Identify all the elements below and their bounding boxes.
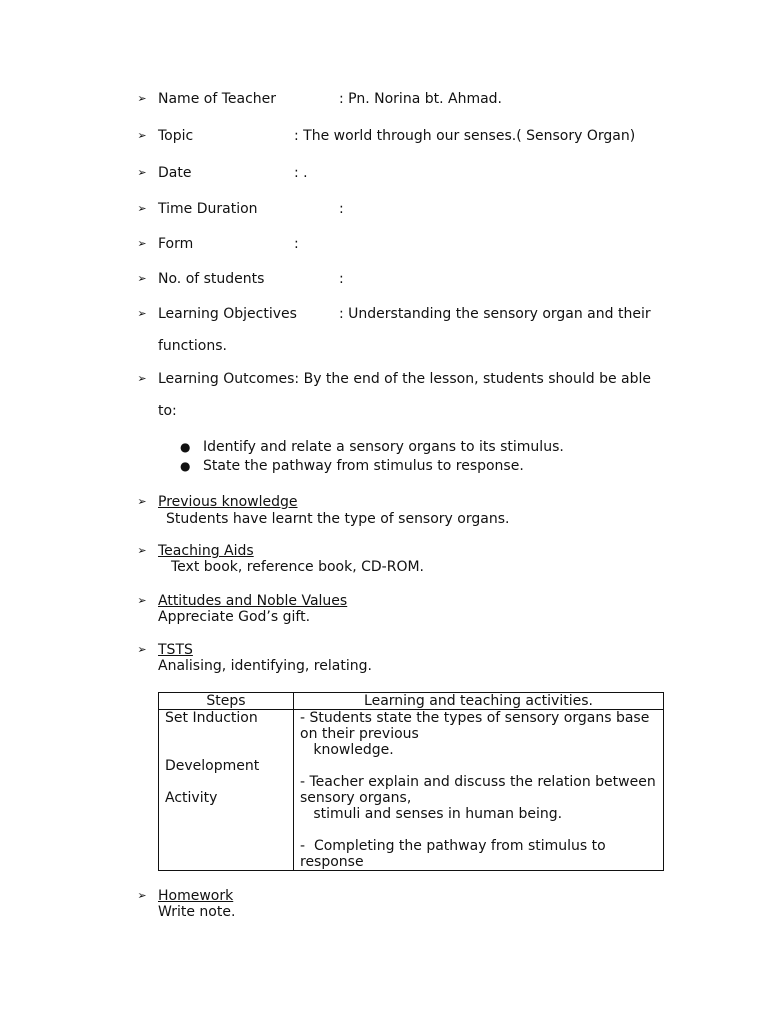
field-label: Learning Objectives [158,306,297,322]
field-value: : Pn. Norina bt. Ahmad. [339,91,503,107]
field-label: Date [158,165,192,181]
activity-line: - Teacher explain and discuss the relation between [300,774,656,790]
section-heading: Teaching Aids [158,543,254,559]
field-form [0,234,768,254]
arrow-bullet-icon: ➢ [137,129,147,142]
outcome-text: State the pathway from stimulus to response. [203,458,524,474]
activity-line [300,758,657,774]
table-row [159,710,664,871]
section-heading: Homework [158,888,234,904]
step-label [165,774,287,790]
section-body: Analising, identifying, relating. [158,658,372,674]
table-header-activities: Learning and teaching activities. [294,693,664,710]
field-value-continuation: functions. [158,338,227,354]
step-label: Development [165,758,260,774]
arrow-bullet-icon: ➢ [137,889,147,902]
section-body-row [0,607,768,627]
outcome-bullet-item [0,456,768,476]
section-body: Text book, reference book, CD-ROM. [171,559,424,575]
field-date [0,163,768,183]
arrow-bullet-icon: ➢ [137,495,147,508]
table-header-row [159,693,664,710]
field-learning-objectives [0,304,768,324]
activities-cell [294,710,664,871]
step-label [165,742,287,758]
section-body-row [0,902,768,922]
field-learning-objectives-continuation [0,336,768,356]
field-label: No. of students [158,271,265,287]
activity-line [300,822,657,838]
activity-line: - Students state the types of sensory organs base [300,710,650,726]
step-label [165,806,287,822]
arrow-bullet-icon: ➢ [137,92,147,105]
arrow-bullet-icon: ➢ [137,643,147,656]
activity-line: stimuli and senses in human being. [300,806,563,822]
field-value: : The world through our senses.( Sensory Organ) [294,128,636,144]
lesson-plan-table [158,692,664,871]
step-label [165,838,287,854]
step-label [165,726,287,742]
field-value: : . [294,165,308,181]
bullet-dot-icon: ● [180,440,191,454]
learning-outcomes-text: Learning Outcomes: By the end of the lesson, students should be able [158,371,651,387]
arrow-bullet-icon: ➢ [137,372,147,385]
arrow-bullet-icon: ➢ [137,594,147,607]
table-header-steps: Steps [159,693,294,710]
outcome-text: Identify and relate a sensory organs to its stimulus. [203,439,564,455]
learning-outcomes [0,369,768,389]
section-body: Appreciate God’s gift. [158,609,311,625]
activity-line: on their previous [300,726,419,742]
step-label: Set Induction [165,710,258,726]
field-no-of-students [0,269,768,289]
activity-line: knowledge. [300,742,394,758]
field-label: Name of Teacher [158,91,277,107]
field-topic [0,126,768,146]
field-value: : [339,271,344,287]
section-body-row [0,509,768,529]
arrow-bullet-icon: ➢ [137,166,147,179]
field-label: Form [158,236,194,252]
field-teacher [0,89,768,109]
learning-outcomes-text-cont: to: [158,403,177,419]
steps-cell [159,710,294,871]
arrow-bullet-icon: ➢ [137,237,147,250]
section-body-row [0,656,768,676]
arrow-bullet-icon: ➢ [137,307,147,320]
step-label [165,822,287,838]
learning-outcomes-continuation [0,401,768,421]
activity-line: response [300,854,364,870]
activity-line: sensory organs, [300,790,412,806]
field-label: Time Duration [158,201,258,217]
arrow-bullet-icon: ➢ [137,544,147,557]
arrow-bullet-icon: ➢ [137,272,147,285]
outcome-bullet-item [0,437,768,457]
section-heading: Previous knowledge [158,494,298,510]
section-heading: Attitudes and Noble Values [158,593,348,609]
activity-line: - Completing the pathway from stimulus to [300,838,606,854]
field-label: Topic [158,128,194,144]
section-body-row [0,557,768,577]
section-body: Write note. [158,904,236,920]
step-label: Activity [165,790,218,806]
field-value: : [339,201,344,217]
section-body: Students have learnt the type of sensory organs. [166,511,510,527]
section-heading: TSTS [158,642,193,658]
field-value: : [294,236,299,252]
field-value: : Understanding the sensory organ and their [339,306,651,322]
field-time-duration [0,199,768,219]
bullet-dot-icon: ● [180,459,191,473]
arrow-bullet-icon: ➢ [137,202,147,215]
